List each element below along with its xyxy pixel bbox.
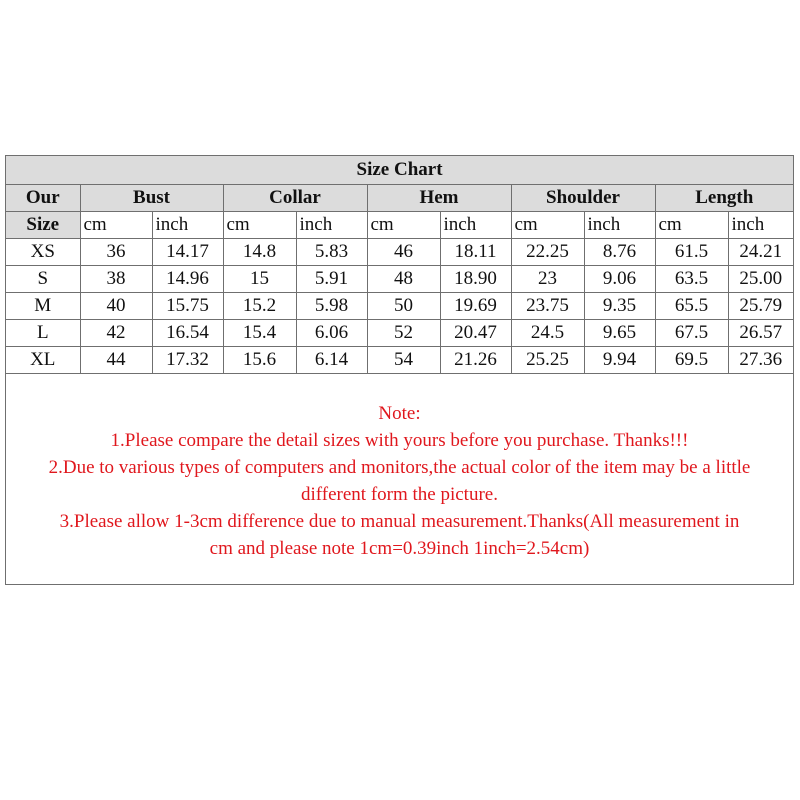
table-cell: 65.5 [655, 293, 728, 320]
collar-header: Collar [223, 185, 367, 212]
collar-cm-header: cm [223, 212, 296, 239]
table-cell: 19.69 [440, 293, 511, 320]
table-cell: 14.96 [152, 266, 223, 293]
length-inch-header: inch [728, 212, 793, 239]
table-cell: 24.5 [511, 320, 584, 347]
note-line-2a: 2.Due to various types of computers and monitors,the actual color of the item may be a little [48, 457, 751, 478]
table-row [6, 347, 793, 374]
table-cell: 23 [511, 266, 584, 293]
note-line-2b: different form the picture. [301, 484, 498, 505]
our-size-header-top: Our [6, 185, 80, 212]
table-cell: 52 [367, 320, 440, 347]
table-cell: 15.2 [223, 293, 296, 320]
hem-cm-header: cm [367, 212, 440, 239]
size-label: S [6, 266, 80, 293]
table-cell: 6.14 [296, 347, 367, 374]
table-cell: 18.11 [440, 239, 511, 266]
table-cell: 9.65 [584, 320, 655, 347]
table-row [6, 293, 793, 320]
table-cell: 42 [80, 320, 152, 347]
unit-header-row [6, 212, 793, 239]
length-header: Length [655, 185, 793, 212]
hem-inch-header: inch [440, 212, 511, 239]
size-chart-frame [5, 155, 794, 585]
bust-cm-header: cm [80, 212, 152, 239]
table-cell: 50 [367, 293, 440, 320]
table-cell: 5.98 [296, 293, 367, 320]
size-label: M [6, 293, 80, 320]
table-cell: 20.47 [440, 320, 511, 347]
table-cell: 9.06 [584, 266, 655, 293]
table-cell: 38 [80, 266, 152, 293]
table-cell: 24.21 [728, 239, 793, 266]
table-cell: 15.6 [223, 347, 296, 374]
table-cell: 40 [80, 293, 152, 320]
table-row [6, 239, 793, 266]
table-cell: 15.4 [223, 320, 296, 347]
table-cell: 25.79 [728, 293, 793, 320]
table-cell: 14.17 [152, 239, 223, 266]
table-row [6, 320, 793, 347]
hem-header: Hem [367, 185, 511, 212]
note-line-3a: 3.Please allow 1-3cm difference due to manual measurement.Thanks(All measurement in [59, 511, 740, 532]
our-size-header-bottom: Size [6, 212, 80, 239]
table-cell: 25.00 [728, 266, 793, 293]
note-line-1: 1.Please compare the detail sizes with yours before you purchase. Thanks!!! [110, 430, 689, 451]
table-cell: 17.32 [152, 347, 223, 374]
table-cell: 5.83 [296, 239, 367, 266]
shoulder-cm-header: cm [511, 212, 584, 239]
size-chart-table [6, 156, 793, 374]
bust-inch-header: inch [152, 212, 223, 239]
table-cell: 36 [80, 239, 152, 266]
title-row [6, 156, 793, 185]
notes-block [6, 400, 793, 562]
table-cell: 16.54 [152, 320, 223, 347]
table-cell: 63.5 [655, 266, 728, 293]
table-cell: 25.25 [511, 347, 584, 374]
shoulder-inch-header: inch [584, 212, 655, 239]
table-cell: 61.5 [655, 239, 728, 266]
size-label: L [6, 320, 80, 347]
size-label: XS [6, 239, 80, 266]
bust-header: Bust [80, 185, 223, 212]
table-cell: 9.35 [584, 293, 655, 320]
table-cell: 14.8 [223, 239, 296, 266]
table-cell: 48 [367, 266, 440, 293]
shoulder-header: Shoulder [511, 185, 655, 212]
table-cell: 22.25 [511, 239, 584, 266]
table-cell: 18.90 [440, 266, 511, 293]
table-cell: 44 [80, 347, 152, 374]
table-cell: 23.75 [511, 293, 584, 320]
table-title: Size Chart [6, 156, 793, 185]
group-header-row [6, 185, 793, 212]
collar-inch-header: inch [296, 212, 367, 239]
size-label: XL [6, 347, 80, 374]
note-line-3b: cm and please note 1cm=0.39inch 1inch=2.54cm) [209, 538, 590, 559]
length-cm-header: cm [655, 212, 728, 239]
note-heading: Note: [378, 403, 421, 424]
table-cell: 5.91 [296, 266, 367, 293]
table-cell: 8.76 [584, 239, 655, 266]
table-row [6, 266, 793, 293]
table-cell: 54 [367, 347, 440, 374]
table-cell: 15 [223, 266, 296, 293]
table-cell: 69.5 [655, 347, 728, 374]
table-cell: 6.06 [296, 320, 367, 347]
table-cell: 67.5 [655, 320, 728, 347]
table-cell: 46 [367, 239, 440, 266]
table-cell: 15.75 [152, 293, 223, 320]
table-cell: 21.26 [440, 347, 511, 374]
table-cell: 26.57 [728, 320, 793, 347]
table-cell: 27.36 [728, 347, 793, 374]
table-cell: 9.94 [584, 347, 655, 374]
